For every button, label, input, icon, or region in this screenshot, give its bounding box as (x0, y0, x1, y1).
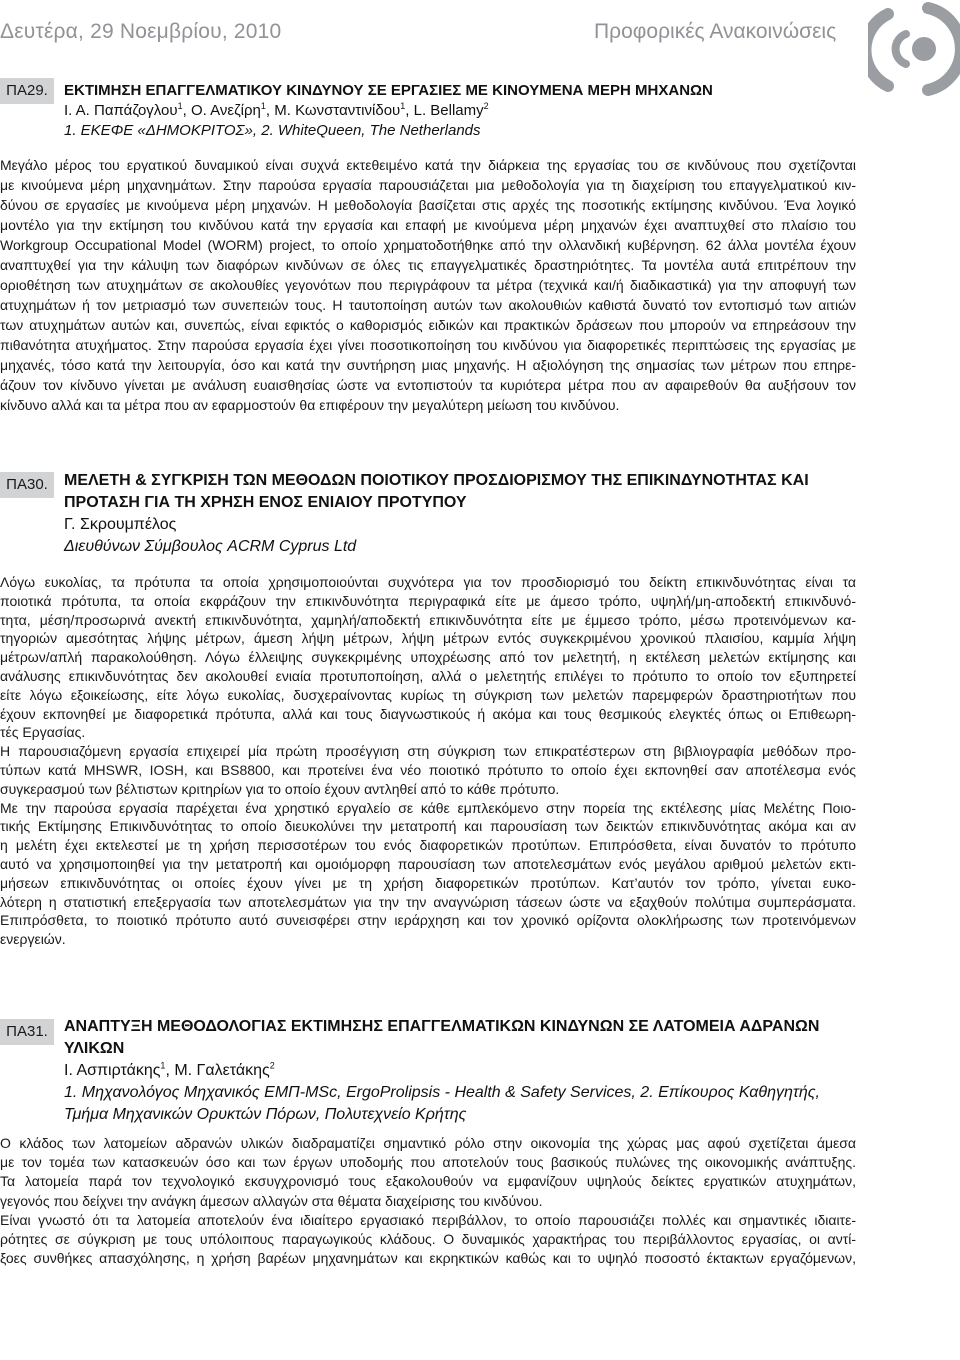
body-line: κίνδυνο αλλά και τα μέτρα που αν εφαρμοστούν θα επιφέρουν την μεγαλύτερη μείωση του κινδύνου. (0, 397, 620, 413)
abstract-affiliation: Διευθύνων Σύμβουλος ACRM Cyprus Ltd (64, 538, 357, 555)
body-line: η μελέτη έχει εκτελεστεί με τη χρήση περισσοτέρων του ενός διαφορετικών προτύπων. Επιπρόσθετα, είναι δυνατόν το πρότυπο (0, 837, 856, 854)
body-line: τητα, μέση/προσωρινά ανεκτή επικινδυνότητα, χαμηλή/αποδεκτή επικινδυνότητα είτε με έμμεσο τρόπο, μέσω προτεινόμενων κα- (0, 611, 856, 628)
body-line: ατυχημάτων ή τον μετριασμό των συνεπειών τους. Η ταυτοποίηση αυτών των ακολουθιών καθιστά δυνατό τον εντοπισμό των αιτιών (0, 297, 856, 313)
body-line: τές Εργασίας. (0, 724, 86, 741)
body-line: των ατυχημάτων αυτών και, συνεπώς, είναι εφικτός ο καθορισμός ειδικών και πρακτικών δράσεων που μπορούν να επηρεάσουν την (0, 317, 856, 333)
body-line: Τα λατομεία παρά τον τεχνολογικό εκσυγχρονισμό τους εξακολουθούν να εμφανίζουν υψηλούς δείκτες εργατικών ατυχημάτων, (0, 1173, 856, 1190)
page-header (0, 0, 960, 62)
abstract-title-line: ΠΡΟΤΑΣΗ ΓΙΑ ΤΗ ΧΡΗΣΗ ΕΝΟΣ ΕΝΙΑΙΟΥ ΠΡΟΤΥΠΟΥ (64, 494, 467, 511)
abstract-body (0, 155, 856, 415)
header-section-title: Προφορικές Ανακοινώσεις (594, 20, 837, 43)
body-line: Είναι γνωστό ότι τα λατομεία αποτελούν ένα ιδιαίτερο εργασιακό περιβάλλον, το οποίο παρουσιάζει πολλές και σημαντικές ιδιαιτε- (0, 1211, 856, 1228)
body-line: αναπτυχθεί για την κάλυψη των διαφόρων κινδύνων σε όλες τις επαγγελματικές δραστηριότητες. Τα μοντέλα αυτά επιτρέπουν την (0, 257, 856, 273)
abstract-title: ΕΚΤΙΜΗΣΗ ΕΠΑΓΓΕΛΜΑΤΙΚΟΥ ΚΙΝΔΥΝΟΥ ΣΕ ΕΡΓΑΣΙΕΣ ΜΕ ΚΙΝΟΥΜΕΝΑ ΜΕΡΗ ΜΗΧΑΝΩΝ (64, 82, 713, 99)
abstract-code: ΠΑ29. (0, 78, 54, 104)
abstract-authors: Γ. Σκρουμπέλος (64, 516, 177, 533)
abstract-code: ΠΑ30. (0, 472, 54, 498)
body-line: ξοες συνθήκες απασχόλησης, η χρήση βαρέων μηχανημάτων και εκρηκτικών καθώς και το υψηλό ποσοστό έκτακτων εργαζόμενων, (0, 1250, 856, 1267)
abstract-title-line: ΑΝΑΠΤΥΞΗ ΜΕΘΟΔΟΛΟΓΙΑΣ ΕΚΤΙΜΗΣΗΣ ΕΠΑΓΓΕΛΜΑΤΙΚΩΝ ΚΙΝΔΥΝΩΝ ΣΕ ΛΑΤΟΜΕΙΑ ΑΔΡΑΝΩΝ (64, 1018, 820, 1035)
body-line: λότερη η στατιστική επεξεργασία των αποτελεσμάτων για την την αναγνώριση τάσεων ώστε να εξαχθούν πολύτιμα συμπεράσματα. (0, 893, 856, 910)
body-line: Ο κλάδος των λατομείων αδρανών υλικών διαδραματίζει σημαντικό ρόλο στην οικονομία της χώρας μας αφού σχετίζεται άμεσα (0, 1135, 856, 1151)
body-line: Μεγάλο μέρος του εργατικού δυναμικού είναι συχνά εκτεθειμένο κατά την διάρκεια της εργασίας του σε κινδύνους που σχετίζονται (0, 157, 856, 173)
body-line: Workgroup Occupational Model (WORM) project, το οποίο χρηματοδοτήθηκε από την ολλανδική κυβέρνηση. 62 άλλα μοντέλα έχουν (0, 237, 856, 253)
body-line: μέτρων/απλή παρακολούθηση. Λόγω έλλειψης συγκεκριμένης υποχρέωσης από τον μελετητή, η εκτέλεση μελετών εκτίμησης και (0, 649, 856, 666)
body-line: άζουν τον κίνδυνο γίνεται με ανάλυση ευαισθησίας ώστε να εντοπιστούν τα κυριότερα μέτρα που αν αφαιρεθούν θα αυξήσουν τον (0, 377, 856, 393)
abstract-body (0, 573, 856, 949)
body-line: με τον τομέα των κατασκευών όσο και των έργων υποδομής που αποτελούν τους βασικούς πυλώνες της οικονομικής ανάπτυξης. (0, 1154, 856, 1171)
body-line: Επιπρόσθετα, το ποιοτικό πρότυπο αυτό συνεισφέρει στην ιεράρχηση και τον χρονικό ορίζοντα ολοκλήρωσης των προτεινόμενων (0, 912, 856, 929)
abstract-affiliation: 1. ΕΚΕΦΕ «ΔΗΜΟΚΡΙΤΟΣ», 2. WhiteQueen, The Netherlands (64, 122, 481, 139)
body-line: μήσεων επικινδυνότητας οι οποίες έχουν γίνει με τη χρήση διαφορετικών προτύπων. Κατ’αυτόν τον τρόπο, γίνεται ευκο- (0, 874, 856, 891)
abstract-header (64, 80, 864, 141)
body-line: ποιοτικά πρότυπα, τα οποία εκφράζουν την επικινδυνότητα περιγραφικά είτε με άμεσο τρόπο, υψηλή/μη-αποδεκτή επικινδυνό- (0, 592, 856, 609)
abstract-authors: Ι. Α. Παπάζογλου$^1$, Ο. Ανεζίρη$^1$, Μ. Κωνσταντινίδου$^1$, L. Bellamy$^2$ (64, 101, 489, 119)
body-line: Με την παρούσα εργασία παρέχεται ένα χρηστικό εργαλείο σε κάθε εμπλεκόμενο στην πορεία της εκτέλεσης μίας Μελέτης Ποιο- (0, 799, 856, 816)
body-line: Η παρουσιαζόμενη εργασία επιχειρεί μία πρώτη προσέγγιση στη σύγκριση των επικρατέστερων στη βιβλιογραφία μεθόδων προ- (0, 743, 856, 760)
abstract-title-line: ΜΕΛΕΤΗ & ΣΥΓΚΡΙΣΗ ΤΩΝ ΜΕΘΟΔΩΝ ΠΟΙΟΤΙΚΟΥ ΠΡΟΣΔΙΟΡΙΣΜΟΥ ΤΗΣ ΕΠΙΚΙΝΔΥΝΟΤΗΤΑΣ ΚΑΙ (64, 472, 809, 489)
body-line: τηγοριών αμεσότητας λήψης μέτρων, άμεση λήψη μέτρων, λήψη μέτρων εντός συγκεκριμένου χρονικού πλαισίου, καμμία λήψη (0, 630, 856, 647)
body-line: ανάλυσης επικινδυνότητας δεν ακολουθεί ενιαία προτυποποίηση, αλλά ο μελετητής επιλέγει το πρότυπο το οποίο τον εξυπηρετεί (0, 667, 856, 684)
abstract-code: ΠΑ31. (0, 1019, 54, 1045)
body-line: ενεργειών. (0, 931, 66, 948)
body-line: οριοθέτηση των ατυχημάτων σε ακολουθίες γεγονότων που περιγράφουν τα μέτρα (τεχνικά και/ή διαδικαστικά) για την αποφυγή των (0, 277, 856, 293)
body-line: μηχανές, τόσο κατά την λειτουργία, όσο και κατά την συντήρηση μιας μηχανής. Η αξιολόγηση της σημασίας των μέτρων που επηρε- (0, 357, 856, 373)
body-line: είτε λόγω εξοικείωσης, είτε λόγω ευκολίας, δυσχεραίνοντας κυρίως τη σύγκριση των μελετών παρεμφερών δραστηριοτήτων που (0, 686, 856, 703)
abstract-authors: Ι. Ασπιρτάκης$^1$, Μ. Γαλετάκης$^2$ (64, 1060, 275, 1079)
abstract-body (0, 1134, 856, 1268)
body-line: ρότητες σε σύγκριση με τους υπόλοιπους παραγωγικούς κλάδους. Ο δυναμικός χαρακτήρας του περιβάλλοντος εργασίας, οι αντί- (0, 1230, 856, 1247)
abstract-affiliation: Τμήμα Μηχανικών Ορυκτών Πόρων, Πολυτεχνείο Κρήτης (64, 1106, 467, 1123)
abstract-header (64, 470, 864, 558)
body-line: με κινούμενα μέρη μηχανημάτων. Στην παρούσα εργασία παρουσιάζεται μια μεθοδολογία για τη διαχείριση του επαγγελματικού κιν- (0, 177, 856, 193)
abstract-affiliation: 1. Μηχανολόγος Μηχανικός ΕΜΠ-MSc, ErgoProlipsis - Health & Safety Services, 2. Επίκουρος Καθηγητής, (64, 1084, 820, 1101)
body-line: τύπων κατά MHSWR, IOSH, και BS8800, και προτείνει ένα νέο ποιοτικό πρότυπο το οποίο έχει εκπονηθεί σαν αποτέλεσμα ενός (0, 761, 856, 778)
abstract-header (64, 1016, 864, 1126)
body-line: δύνου σε εργασίες με κινούμενα μέρη μηχανών. Η μεθοδολογία βασίζεται στις αρχές της ποσοτικής εκτίμησης κινδύνου. Ένα λογικό (0, 197, 856, 213)
abstract-title-line: ΥΛΙΚΩΝ (64, 1040, 125, 1057)
body-line: τικής Εκτίμησης Επικινδυνότητας το οποίο διευκολύνει την μετατροπή και παρουσίαση των δεικτών επικινδυνότητας ακόμα και αν (0, 818, 856, 835)
body-line: συγκερασμού των βέλτιστων κριτηρίων για το οποίο έχουν αντληθεί από το κάθε πρότυπο. (0, 780, 560, 797)
body-line: μοντέλο για την εκτίμηση του κινδύνου κατά την εργασία και επαφή με κινούμενα μέρη μηχανών έχει αναπτυχθεί στο πλαίσιο του (0, 217, 856, 233)
body-line: έχουν εκπονηθεί με διαφορετικά πρότυπα, αλλά και τους διαγνωστικούς ή ακόμα και τους θεσμικούς ελεγκτές όπως οι Επιθεωρη- (0, 705, 856, 722)
body-line: πιθανότητα ατυχήματος. Στην παρούσα εργασία έχει γίνει ποσοτικοποίηση του κινδύνου για διαφορετικές περιπτώσεις της εργασίας με (0, 337, 856, 353)
body-line: γεγονός που δείχνει την ανάγκη άμεσων αλλαγών στα θέματα διαχείρισης του κινδύνου. (0, 1192, 543, 1209)
body-line: αυτό να χρησιμοποιηθεί για την μετατροπή και ομοιόμορφη παρουσίαση των αποτελεσμάτων ενός μεγάλου αριθμού μελετών εκτι- (0, 855, 856, 872)
conference-logo-icon (868, 0, 960, 98)
body-line: Λόγω ευκολίας, τα πρότυπα τα οποία χρησιμοποιούνται συχνότερα για τον προσδιορισμό του δείκτη επικινδυνότητας είναι τα (0, 574, 856, 590)
header-date: Δευτέρα, 29 Νοεμβρίου, 2010 (0, 20, 282, 43)
